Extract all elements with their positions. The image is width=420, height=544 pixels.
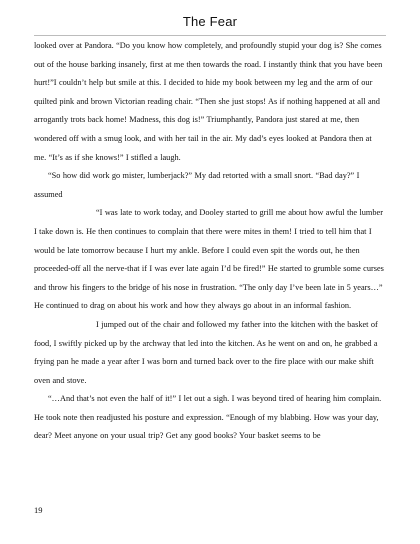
- paragraph-kitchen: I jumped out of the chair and followed my father into the kitchen with the basket of food, I swiftly picked up by the archway that led into the kitchen. As he went on and on, he grabbed a frying pan he made a year after I was born and turned back over to the fire place with our make shift oven and stove.: [34, 319, 378, 385]
- paragraph-sigh: “…And that’s not even the half of it!” I let out a sigh. I was beyond tired of hearing him complain. He took note then readjusted his posture and expression. “Enough of my blabbing. How was your day, dear? Meet anyone on your usual trip? Get any good books? Your basket seems to be: [34, 394, 382, 441]
- header-divider: [34, 35, 386, 36]
- running-header-title: The Fear: [182, 14, 238, 29]
- page-number: 19: [34, 505, 43, 515]
- paragraph-father-complaint: “I was late to work today, and Dooley started to grill me about how awful the lumber I take down is. He then continues to complain that there were mites in them! I tried to tell him that I would be late tomorrow because I hurt my ankle. Before I could even spit the words out, he then proceeded-off all the nerve-that if I was ever late again I’d be fired!” He started to grumble some curses and throw his fingers to the bridge of his nose in frustration. “The only day I’ve been late in 5 years…” He continued to drag on about his work and how they always go about in an informal fashion.: [34, 208, 384, 311]
- paragraph-dialogue-question: “So how did work go mister, lumberjack?” My dad retorted with a small snort. “Bad day?” I assumed: [34, 171, 360, 199]
- paragraph-continuation: looked over at Pandora. “Do you know how completely, and profoundly stupid your dog is? She comes out of the house barking insanely, first at me then towards the road. I instantly think that you have been hurt!”I couldn’t help but smile at this. I decided to hide my book between my leg and the arm of our quilted pink and brown Victorian reading chair. “Then she just stops! As if nothing happened at all and arrogantly trots back home! Madness, this dog is!” Triumphantly, Pandora just stared at me, then wondered off with a smug look, and with her tail in the air. My dad’s eyes looked at Pandora then at me. “It’s as if she knows!” I stifled a laugh.: [34, 41, 383, 162]
- body-text: [34, 37, 386, 446]
